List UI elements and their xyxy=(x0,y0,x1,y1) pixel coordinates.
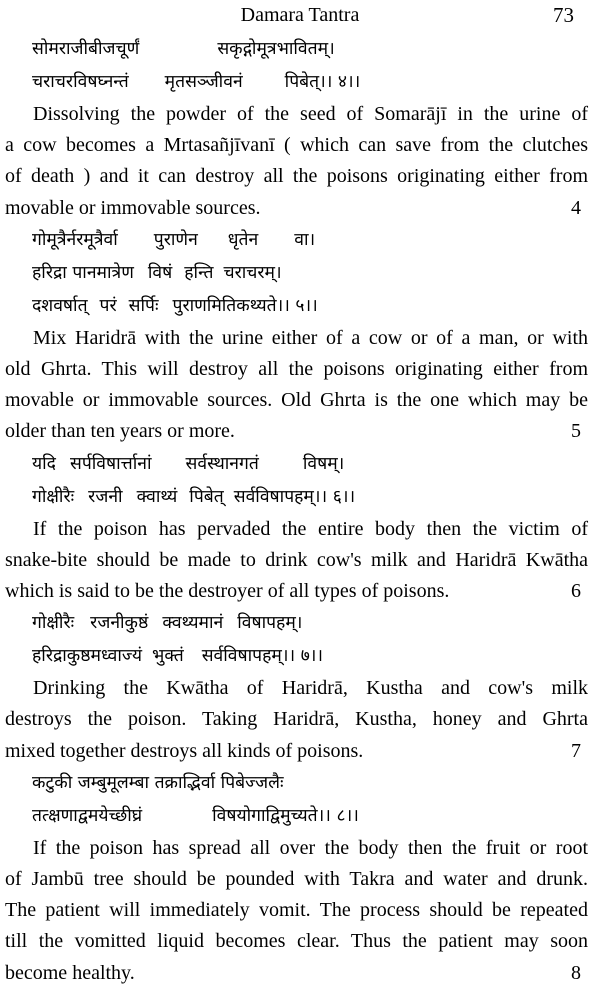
translation-last-line xyxy=(5,193,588,224)
translation-line: Drinking the Kwātha of Haridrā, Kustha and cow's milk xyxy=(33,677,588,700)
verse-block xyxy=(5,607,588,767)
verse-number: 7 xyxy=(571,739,581,762)
sanskrit-verse-line xyxy=(5,257,588,290)
translation-last-line xyxy=(5,736,588,767)
translation-line: destroys the poison. Taking Haridrā, Kustha, honey and Ghrta xyxy=(5,708,588,731)
sanskrit-verse-line xyxy=(5,767,588,800)
sanskrit-verse-line xyxy=(5,640,588,673)
verse-block xyxy=(5,448,588,608)
verse-number: 6 xyxy=(571,580,581,603)
translation-line: old Ghrta. This will destroy all the poisons originating either from xyxy=(5,358,588,381)
sanskrit-verse-line xyxy=(5,607,588,640)
verse-word: हन्ति xyxy=(184,262,214,283)
verse-word: सकृद्गोमूत्रभावितम्। xyxy=(217,39,335,59)
verse-word: सर्वविषापहम्।। ७।। xyxy=(201,646,324,667)
verse-word: गोमूत्रैर्नरमूत्रैर्वा xyxy=(32,229,118,250)
translation-paragraph xyxy=(5,99,588,224)
verse-word: वा। xyxy=(294,229,316,250)
translation-line: of death ) and it can destroy all the poisons originating either from xyxy=(5,165,588,188)
verse-word: मृतसञ्जीवनं xyxy=(164,72,243,92)
sanskrit-verse-line xyxy=(5,224,588,257)
sanskrit-verse-line xyxy=(5,481,588,514)
verse-word: सर्वविषापहम्।। ६।। xyxy=(233,486,356,507)
verse-word: रजनी xyxy=(88,486,123,507)
verse-block xyxy=(5,33,588,224)
verse-word: विषम्। xyxy=(302,453,345,474)
verse-block xyxy=(5,224,588,448)
verse-word: पुराणेन xyxy=(153,229,198,250)
verse-word: सर्पिः xyxy=(128,295,159,316)
verse-word: हरिद्रा पानमात्रेण xyxy=(32,262,134,283)
translation-line: become healthy. xyxy=(5,961,135,984)
page-body xyxy=(5,33,588,989)
sanskrit-verse-line xyxy=(5,290,588,323)
verse-word: सर्पविषार्त्तानां xyxy=(69,453,152,474)
translation-paragraph xyxy=(5,323,588,448)
verse-word: परं xyxy=(99,295,117,316)
verse-word: गोक्षीरैः xyxy=(32,486,75,507)
verse-word: भुक्तं xyxy=(152,646,184,667)
verse-word: विषापहम्। xyxy=(237,613,303,634)
verse-word: विषं xyxy=(147,262,173,283)
sanskrit-verse-line xyxy=(5,800,588,833)
verse-word: चराचरविषघ्नन्तं xyxy=(32,72,129,92)
verse-word: सर्वस्थानगतं xyxy=(185,453,259,474)
translation-line: a cow becomes a Mrtasañjīvanī ( which can save from the clutches xyxy=(5,134,588,157)
verse-word: गोक्षीरैः xyxy=(32,613,75,634)
translation-line: Mix Haridrā with the urine either of a cow or of a man, or with xyxy=(33,326,588,349)
sanskrit-verse-line xyxy=(5,448,588,481)
translation-line: If the poison has pervaded the entire body then the victim of xyxy=(33,517,588,540)
translation-line: of Jambū tree should be pounded with Takra and water and drunk. xyxy=(5,868,588,891)
translation-line: till the vomitted liquid becomes clear. Thus the patient may soon xyxy=(5,930,588,953)
translation-line: The patient will immediately vomit. The process should be repeated xyxy=(5,899,588,922)
verse-word: सोमराजीबीजचूर्णं xyxy=(32,39,140,59)
verse-word: क्वाथ्यं xyxy=(136,486,178,507)
verse-number: 5 xyxy=(571,420,581,443)
translation-line: older than ten years or more. xyxy=(5,420,235,443)
verse-word: चराचरम्। xyxy=(223,262,282,283)
verse-number: 8 xyxy=(571,961,581,984)
verse-word: यदि xyxy=(32,453,56,474)
translation-line: which is said to be the destroyer of all types of poisons. xyxy=(5,580,450,603)
verse-word: पुराणमितिकथ्यते।। ५।। xyxy=(172,295,318,316)
verse-word: तत्क्षणाद्वमयेच्छीघ्रं xyxy=(32,805,143,826)
translation-line: movable or immovable sources. xyxy=(5,196,261,219)
verse-word: धृतेन xyxy=(227,229,259,250)
translation-paragraph xyxy=(5,833,588,989)
verse-word: पिबेत् xyxy=(189,486,224,507)
translation-last-line xyxy=(5,958,588,989)
translation-line: mixed together destroys all kinds of poisons. xyxy=(5,739,364,762)
page-number: 73 xyxy=(553,3,574,27)
verse-word: क्वथ्यमानं xyxy=(162,613,224,634)
verse-word: दशवर्षात् xyxy=(32,295,88,316)
running-header xyxy=(0,2,600,30)
verse-block xyxy=(5,767,588,989)
translation-paragraph xyxy=(5,514,588,608)
translation-line: movable or immovable sources. Old Ghrta is the one which may be xyxy=(5,389,588,412)
verse-number: 4 xyxy=(571,196,581,219)
verse-word: विषयोगाद्विमुच्यते।। ८।। xyxy=(212,805,359,826)
sanskrit-verse-line xyxy=(5,33,588,66)
translation-last-line xyxy=(5,576,588,607)
verse-word: हरिद्राकुष्ठमध्वाज्यं xyxy=(32,646,143,667)
translation-line: Dissolving the powder of the seed of Somarājī in the urine of xyxy=(33,103,588,125)
translation-paragraph xyxy=(5,673,588,767)
sanskrit-verse-line xyxy=(5,66,588,99)
running-title: Damara Tantra xyxy=(240,4,360,26)
verse-word: पिबेत्।। ४।। xyxy=(284,72,361,92)
verse-word: रजनीकुष्ठं xyxy=(90,613,149,634)
translation-line: snake-bite should be made to drink cow's milk and Haridrā Kwātha xyxy=(5,548,588,571)
translation-last-line xyxy=(5,416,588,447)
verse-word: कटुकी जम्बुमूलम्बा तक्राद्भिर्वा पिबेज्जलैः xyxy=(32,772,284,793)
translation-line: If the poison has spread all over the body then the fruit or root xyxy=(33,836,588,859)
